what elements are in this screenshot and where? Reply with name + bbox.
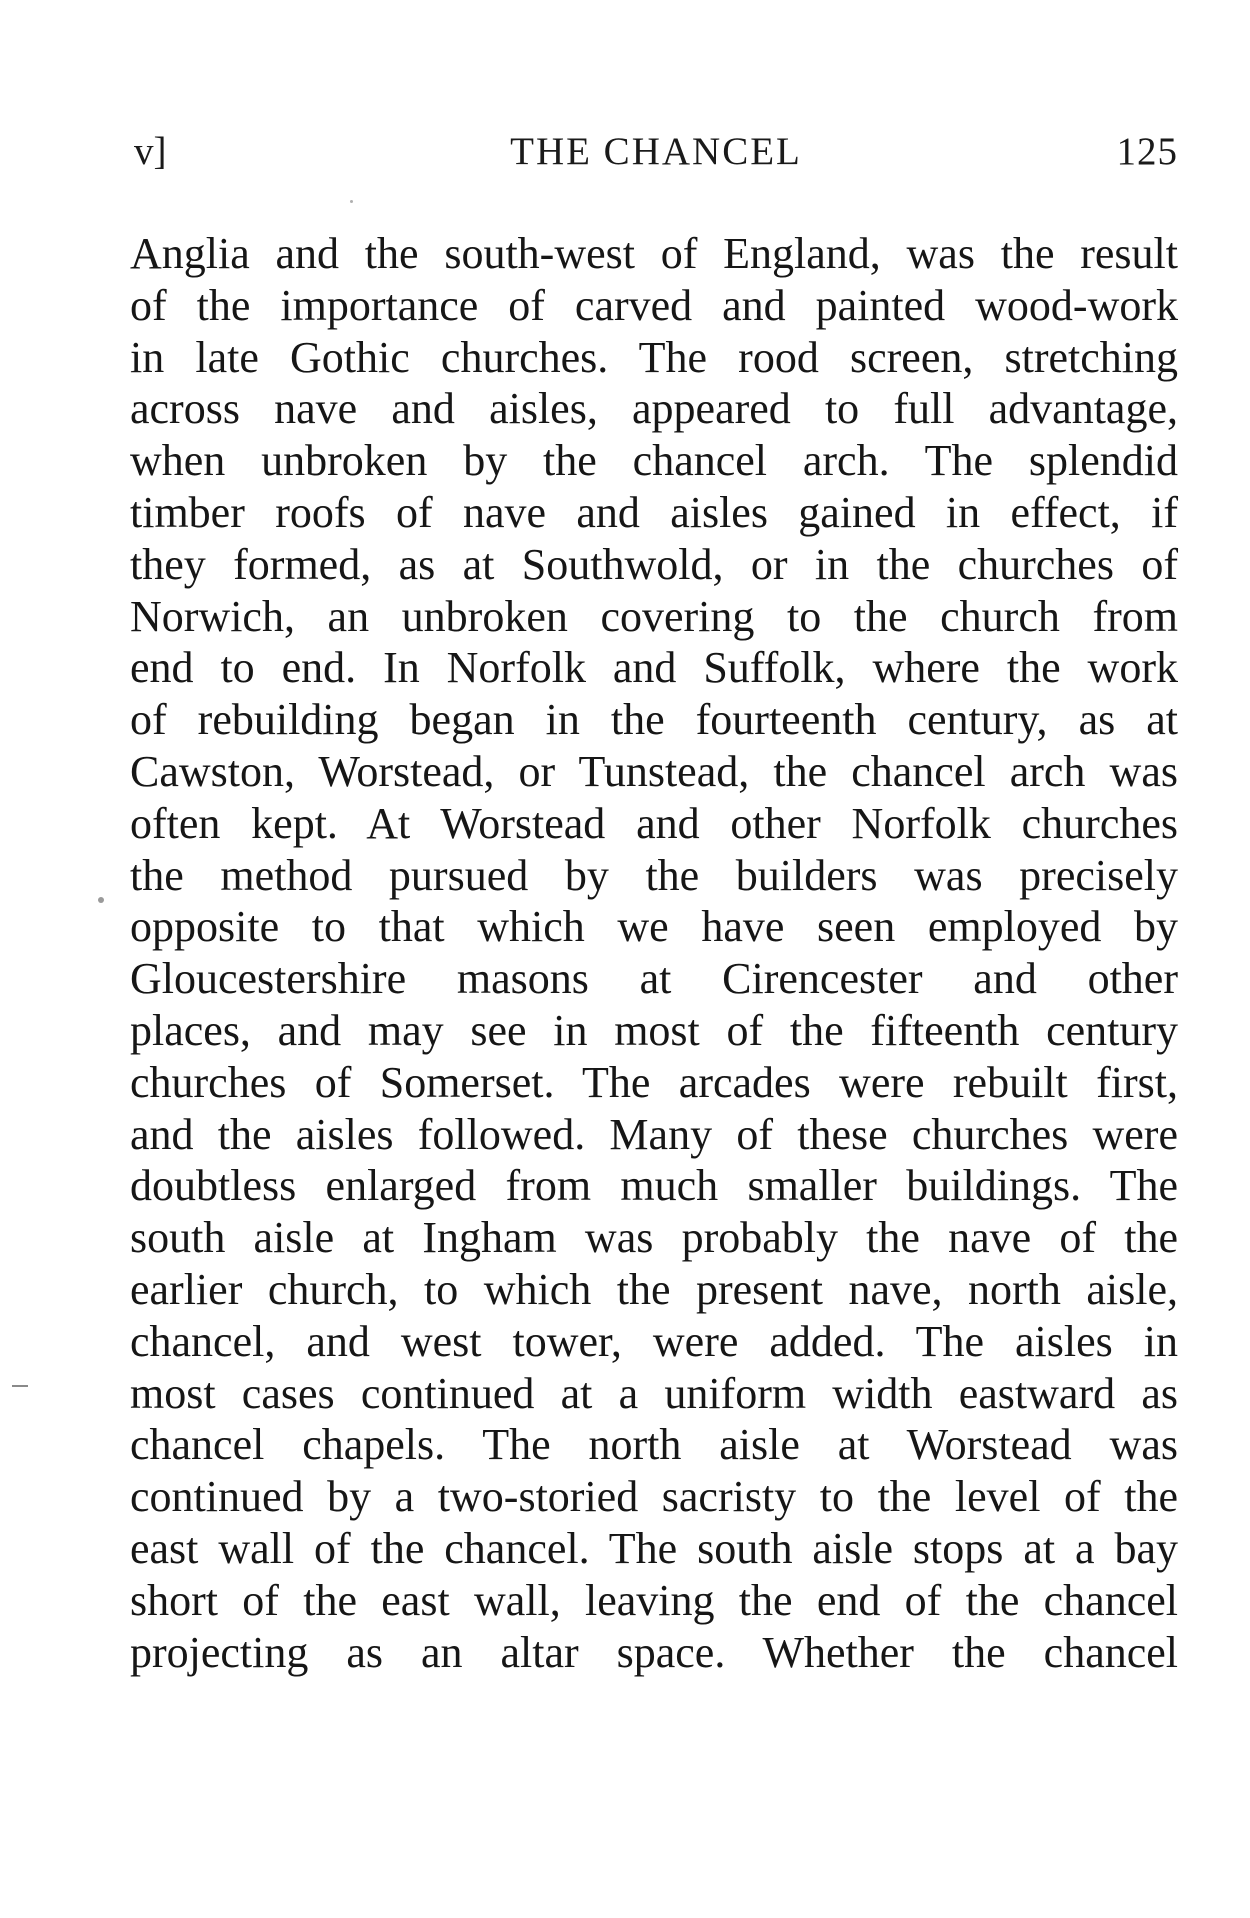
text-line: the method pursued by the builders was precisely	[130, 850, 1178, 900]
text-line: Gloucestershire masons at Cirencester and other	[130, 954, 1178, 1004]
text-line: places, and may see in most of the fifteenth century	[130, 1005, 1178, 1055]
running-title: THE CHANCEL	[510, 130, 802, 173]
text-line: doubtless enlarged from much smaller buildings. The	[130, 1161, 1178, 1211]
text-line: they formed, as at Southwold, or in the churches of	[130, 539, 1178, 589]
page-number: 125	[1116, 130, 1178, 173]
text-line: of the importance of carved and painted wood-work	[130, 280, 1178, 330]
text-line: often kept. At Worstead and other Norfolk churches	[130, 798, 1178, 848]
text-line: Cawston, Worstead, or Tunstead, the chancel arch was	[130, 746, 1178, 796]
text-line: Norwich, an unbroken covering to the church from	[130, 591, 1178, 641]
text-line: opposite to that which we have seen employed by	[130, 902, 1178, 952]
body-paragraph	[130, 228, 1178, 1678]
text-line: timber roofs of nave and aisles gained in effect, if	[130, 487, 1178, 537]
margin-speck	[98, 897, 104, 903]
text-line: end to end. In Norfolk and Suffolk, where the work	[130, 643, 1178, 693]
text-line: continued by a two-storied sacristy to the level of the	[130, 1472, 1178, 1522]
text-line: east wall of the chancel. The south aisle stops at a bay	[130, 1523, 1178, 1573]
text-line: south aisle at Ingham was probably the nave of the	[130, 1213, 1178, 1263]
text-line: in late Gothic churches. The rood screen, stretching	[130, 332, 1178, 382]
text-line: churches of Somerset. The arcades were rebuilt first,	[130, 1057, 1178, 1107]
text-line: earlier church, to which the present nave, north aisle,	[130, 1264, 1178, 1314]
text-line: projecting as an altar space. Whether the chancel	[130, 1627, 1178, 1677]
chapter-marker: v]	[134, 130, 167, 173]
text-line: short of the east wall, leaving the end of the chancel	[130, 1575, 1178, 1625]
text-line: chancel chapels. The north aisle at Worstead was	[130, 1420, 1178, 1470]
running-head	[134, 122, 1178, 182]
text-line: chancel, and west tower, were added. The aisles in	[130, 1316, 1178, 1366]
text-line: most cases continued at a uniform width eastward as	[130, 1368, 1178, 1418]
margin-dash	[12, 1385, 28, 1387]
text-line: when unbroken by the chancel arch. The splendid	[130, 436, 1178, 486]
print-speck	[350, 200, 353, 203]
text-line: Anglia and the south-west of England, was the result	[130, 229, 1178, 278]
text-line: across nave and aisles, appeared to full advantage,	[130, 384, 1178, 434]
text-line: of rebuilding began in the fourteenth century, as at	[130, 695, 1178, 745]
text-line: and the aisles followed. Many of these churches were	[130, 1109, 1178, 1159]
